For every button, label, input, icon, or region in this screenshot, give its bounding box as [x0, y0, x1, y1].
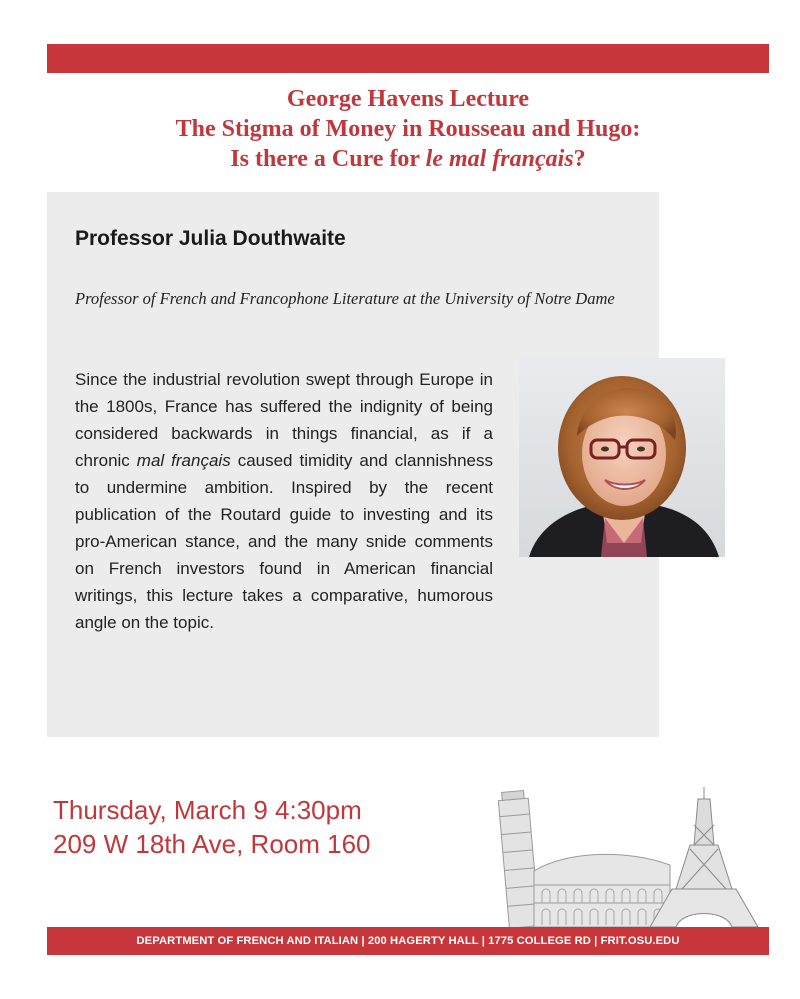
lecture-title-line2: [47, 144, 769, 174]
lecture-title-line2-suffix: ?: [573, 146, 586, 172]
footer-text: DEPARTMENT OF FRENCH AND ITALIAN | 200 HAGERTY HALL | 1775 COLLEGE RD | FRIT.OSU.EDU: [136, 935, 680, 947]
speaker-photo: [519, 358, 725, 557]
lecture-title-block: [47, 84, 769, 174]
landmarks-illustration: [476, 785, 766, 927]
event-datetime: Thursday, March 9 4:30pm: [53, 795, 362, 825]
speaker-name: Professor Julia Douthwaite: [75, 227, 346, 250]
colosseum-icon: [534, 854, 670, 927]
lecture-title-line2-prefix: Is there a Cure for: [230, 146, 426, 172]
eiffel-tower-icon: [650, 787, 758, 927]
portrait-photo-icon: [519, 358, 725, 557]
top-accent-bar: [47, 44, 769, 73]
abstract-part1: Since the industrial revolution swept through Europe in the 1800s, France has suffered the indignity of being considered backwards in things financial, as if a chronic: [75, 370, 493, 470]
landmarks-icon: [476, 785, 766, 927]
lecture-title-line1: The Stigma of Money in Rousseau and Hugo:: [175, 116, 641, 142]
series-title: George Havens Lecture: [286, 86, 530, 112]
speaker-affiliation: Professor of French and Francophone Literature at the University of Notre Dame: [75, 289, 615, 308]
leaning-tower-icon: [498, 790, 540, 927]
lecture-abstract: [75, 366, 493, 636]
event-details: [53, 793, 371, 861]
abstract-italic: mal français: [136, 451, 231, 470]
footer-bar: [47, 927, 769, 955]
abstract-part2: caused timidity and clannishness to undermine ambition. Inspired by the recent publication of the Routard guide to investing and its pro-American stance, and the many snide comments on French investors found in American financial writings, this lecture takes a comparative, humorous angle on the topic.: [75, 451, 494, 632]
lecture-title-italic: le mal français: [425, 146, 574, 172]
event-location: 209 W 18th Ave, Room 160: [53, 829, 371, 859]
